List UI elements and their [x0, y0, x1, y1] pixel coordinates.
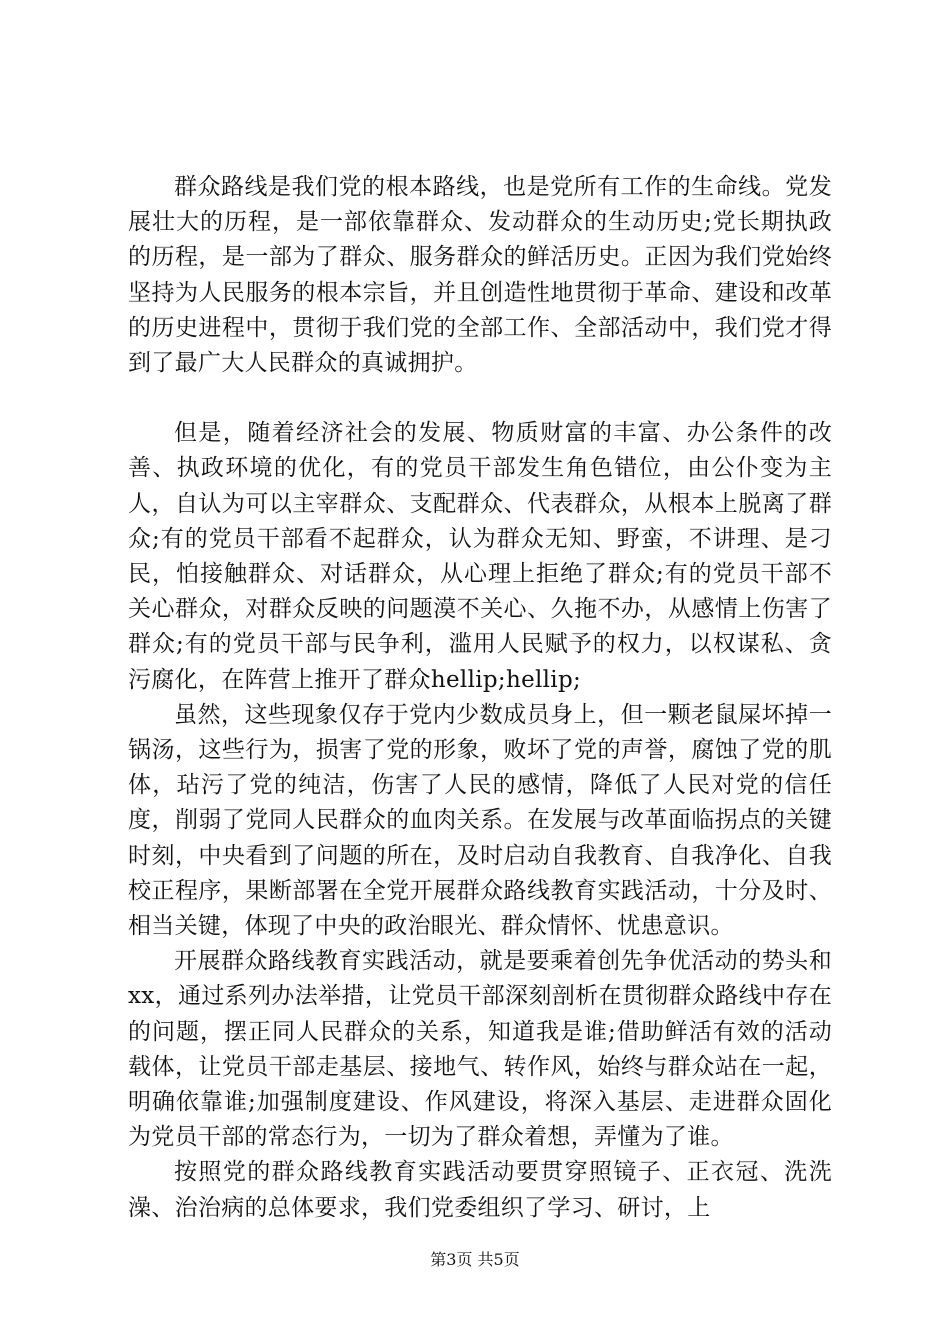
- paragraph-5: 按照党的群众路线教育实践活动要贯穿照镜子、正衣冠、洗洗澡、治治病的总体要求，我们党委组织了学习、研讨，上: [128, 1159, 832, 1221]
- paragraph-4: 开展群众路线教育实践活动，就是要乘着创先争优活动的势头和xx，通过系列办法举措，让党员干部深刻剖析在贯彻群众路线中存在的问题，摆正同人民群众的关系，知道我是谁;借助鲜活有效的活动载体，让党员干部走基层、接地气、转作风，始终与群众站在一起，明确依靠谁;加强制度建设、作风建设，将深入基层、走进群众固化为党员干部的常态行为，一切为了群众着想，弄懂为了谁。: [128, 948, 832, 1151]
- paragraph-2: 但是，随着经济社会的发展、物质财富的丰富、办公条件的改善、执政环境的优化，有的党员干部发生角色错位，由公仆变为主人，自认为可以主宰群众、支配群众、代表群众，从根本上脱离了群众;有的党员干部看不起群众，认为群众无知、野蛮，不讲理、是刁民，怕接触群众、对话群众，从心理上拒绝了群众;有的党员干部不关心群众，对群众反映的问题漠不关心、久拖不办，从感情上伤害了群众;有的党员干部与民争利，滥用人民赋予的权力，以权谋私、贪污腐化，在阵营上推开了群众hellip;hellip;: [128, 420, 832, 693]
- page-footer: 第3页 共5页: [430, 1250, 520, 1269]
- paragraph-1: 群众路线是我们党的根本路线，也是党所有工作的生命线。党发展壮大的历程，是一部依靠群众、发动群众的生动历史;党长期执政的历程，是一部为了群众、服务群众的鲜活历史。正因为我们党始终坚持为人民服务的根本宗旨，并且创造性地贯彻于革命、建设和改革的历史进程中，贯彻于我们党的全部工作、全部活动中，我们党才得到了最广大人民群众的真诚拥护。: [128, 174, 832, 377]
- body-text: [128, 170, 832, 1226]
- paragraph-3: 虽然，这些现象仅存于党内少数成员身上，但一颗老鼠屎坏掉一锅汤，这些行为，损害了党的形象，败坏了党的声誉，腐蚀了党的肌体，玷污了党的纯洁，伤害了人民的感情，降低了人民对党的信任度，削弱了党同人民群众的血肉关系。在发展与改革面临拐点的关键时刻，中央看到了问题的所在，及时启动自我教育、自我净化、自我校正程序，果断部署在全党开展群众路线教育实践活动，十分及时、相当关键，体现了中央的政治眼光、群众情怀、忧患意识。: [128, 701, 832, 940]
